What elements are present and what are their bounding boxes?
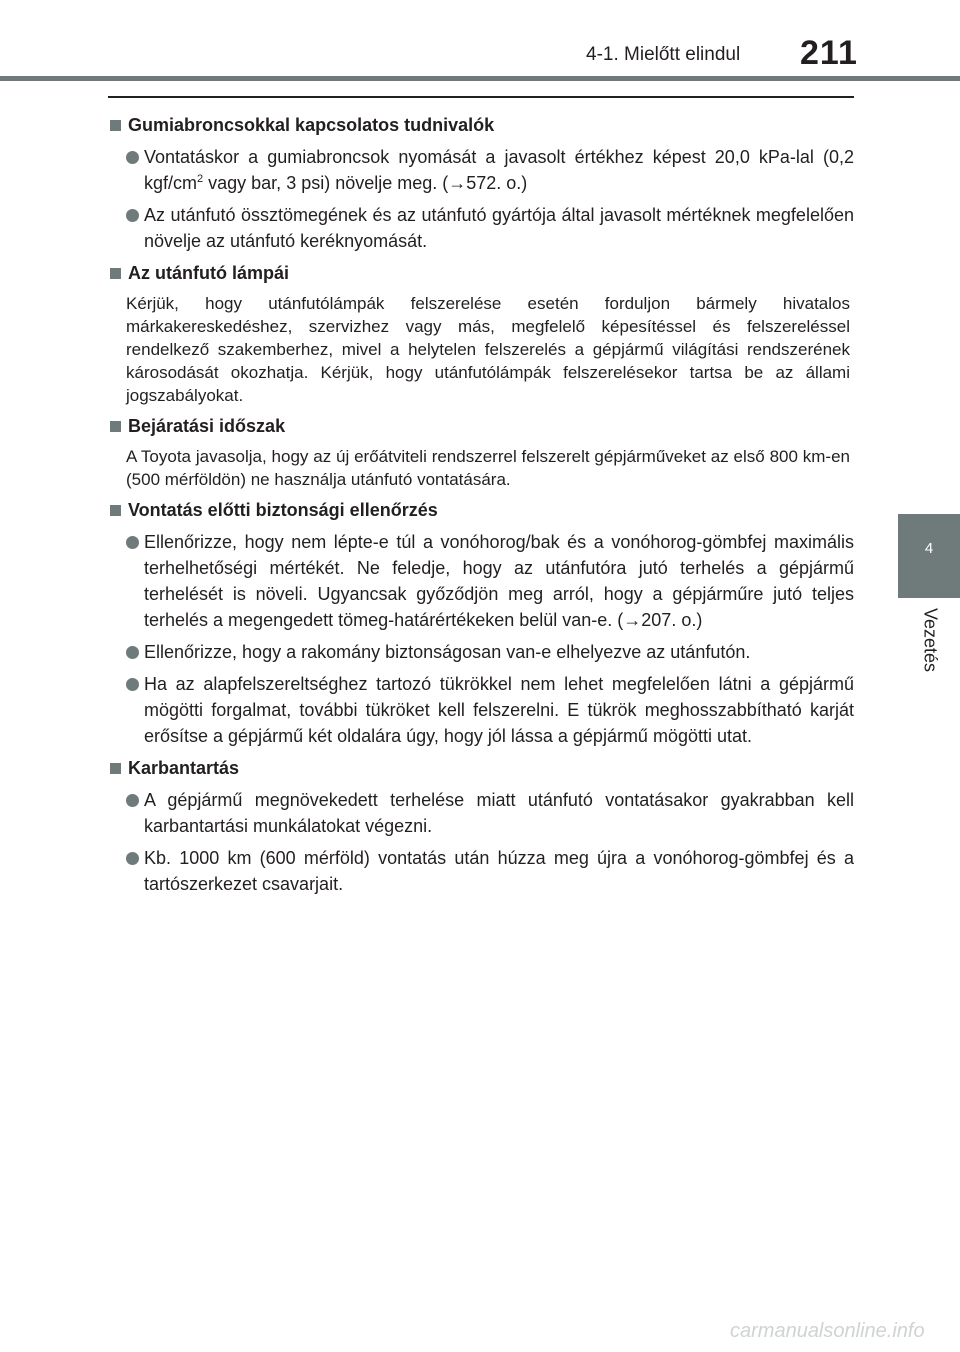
section-heading <box>108 413 854 439</box>
bullet-text: Ellenőrizze, hogy a rakomány biztonságosan van-e elhelyezve az utánfutón. <box>144 642 751 662</box>
bullet-text-cont: vagy bar, 3 psi) növelje meg. (→572. o.) <box>203 173 528 193</box>
bullet-text: Vontatáskor a gumiabroncsok nyomását a javasolt értékhez képest 20,0 kPa-lal (0,2 kgf/cm <box>144 147 854 193</box>
heading-text: Gumiabroncsokkal kapcsolatos tudnivalók <box>128 115 495 135</box>
heading-text: Bejáratási időszak <box>128 416 286 436</box>
watermark: carmanualsonline.info <box>730 1320 925 1342</box>
section-heading <box>108 755 854 781</box>
heading-text: Az utánfutó lámpái <box>128 263 289 283</box>
bullet-text: Az utánfutó össztömegének és az utánfutó gyártója által javasolt mértéknek megfelelően növelje az utánfutó keréknyomását. <box>144 205 854 251</box>
square-bullet-icon <box>110 505 121 516</box>
chapter-number: 4 <box>924 540 934 557</box>
section-safety-check <box>108 497 854 749</box>
section-tires <box>108 112 854 254</box>
list-item <box>108 202 854 254</box>
bullet-text: Kb. 1000 km (600 mérföld) vontatás után húzza meg újra a vonóhorog-gömbfej és a tartószerkezet csavarjait. <box>144 848 854 894</box>
round-bullet-icon <box>126 151 139 164</box>
list-item <box>108 787 854 839</box>
section-heading <box>108 112 854 138</box>
square-bullet-icon <box>110 268 121 279</box>
list-item <box>108 144 854 196</box>
paragraph: Kérjük, hogy utánfutólámpák felszerelése esetén forduljon bármely hivatalos márkakereskedéshez, szervizhez vagy más, megfelelő képesítéssel és felszereléssel rendelkező szakemberhez, mivel a helytelen felszerelés a gépjármű világítási rendszerének károsodását okozhatja. Kérjük, hogy utánfutólámpák felszerelésekor tartsa be az állami jogszabályokat. <box>126 294 850 405</box>
bullet-text: Ellenőrizze, hogy nem lépte-e túl a vonóhorog/bak és a vonóhorog-gömbfej maximális terhelhetőségi mértékét. Ne feledje, hogy az utánfutóra jutó terhelés a gépjármű terhelését is növeli. Ugyancsak győződjön meg arról, hogy a gépjárműre jutó teljes terhelés a megengedett tömeg-határértékeken belül van-e. (→207. o.) <box>144 532 854 630</box>
square-bullet-icon <box>110 763 121 774</box>
round-bullet-icon <box>126 852 139 865</box>
chapter-tab <box>898 514 960 598</box>
list-item <box>108 639 854 665</box>
heading-text: Vontatás előtti biztonsági ellenőrzés <box>128 500 438 520</box>
list-item <box>108 845 854 897</box>
bullet-text: A gépjármű megnövekedett terhelése miatt utánfutó vontatásakor gyakrabban kell karbantartási munkálatokat végezni. <box>144 790 854 836</box>
round-bullet-icon <box>126 646 139 659</box>
section-trailer-lights <box>108 260 854 407</box>
square-bullet-icon <box>110 120 121 131</box>
paragraph: A Toyota javasolja, hogy az új erőátviteli rendszerrel felszerelt gépjárműveket az első 800 km-en (500 mérföldön) ne használja utánfutó vontatására. <box>126 447 850 489</box>
page-number: 211 <box>800 34 858 72</box>
list-item <box>108 529 854 633</box>
round-bullet-icon <box>126 536 139 549</box>
header-rule <box>0 76 960 81</box>
superscript: 2 <box>197 173 204 185</box>
chapter-label: Vezetés <box>920 607 941 673</box>
section-maintenance <box>108 755 854 897</box>
page-content <box>108 106 854 897</box>
square-bullet-icon <box>110 421 121 432</box>
section-heading <box>108 260 854 286</box>
heading-text: Karbantartás <box>128 758 240 778</box>
section-break-in <box>108 413 854 491</box>
list-item <box>108 671 854 749</box>
section-title: 4-1. Mielőtt elindul <box>586 44 741 65</box>
content-rule <box>108 96 854 98</box>
section-heading <box>108 497 854 523</box>
round-bullet-icon <box>126 209 139 222</box>
round-bullet-icon <box>126 794 139 807</box>
bullet-text: Ha az alapfelszereltséghez tartozó tükrökkel nem lehet megfelelően látni a gépjármű mögötti forgalmat, további tükröket kell felszerelni. E tükrök meghosszabbítható karját erősítse a gépjármű két oldalára úgy, hogy jól lássa a gépjármű mögötti utat. <box>144 674 854 746</box>
round-bullet-icon <box>126 678 139 691</box>
